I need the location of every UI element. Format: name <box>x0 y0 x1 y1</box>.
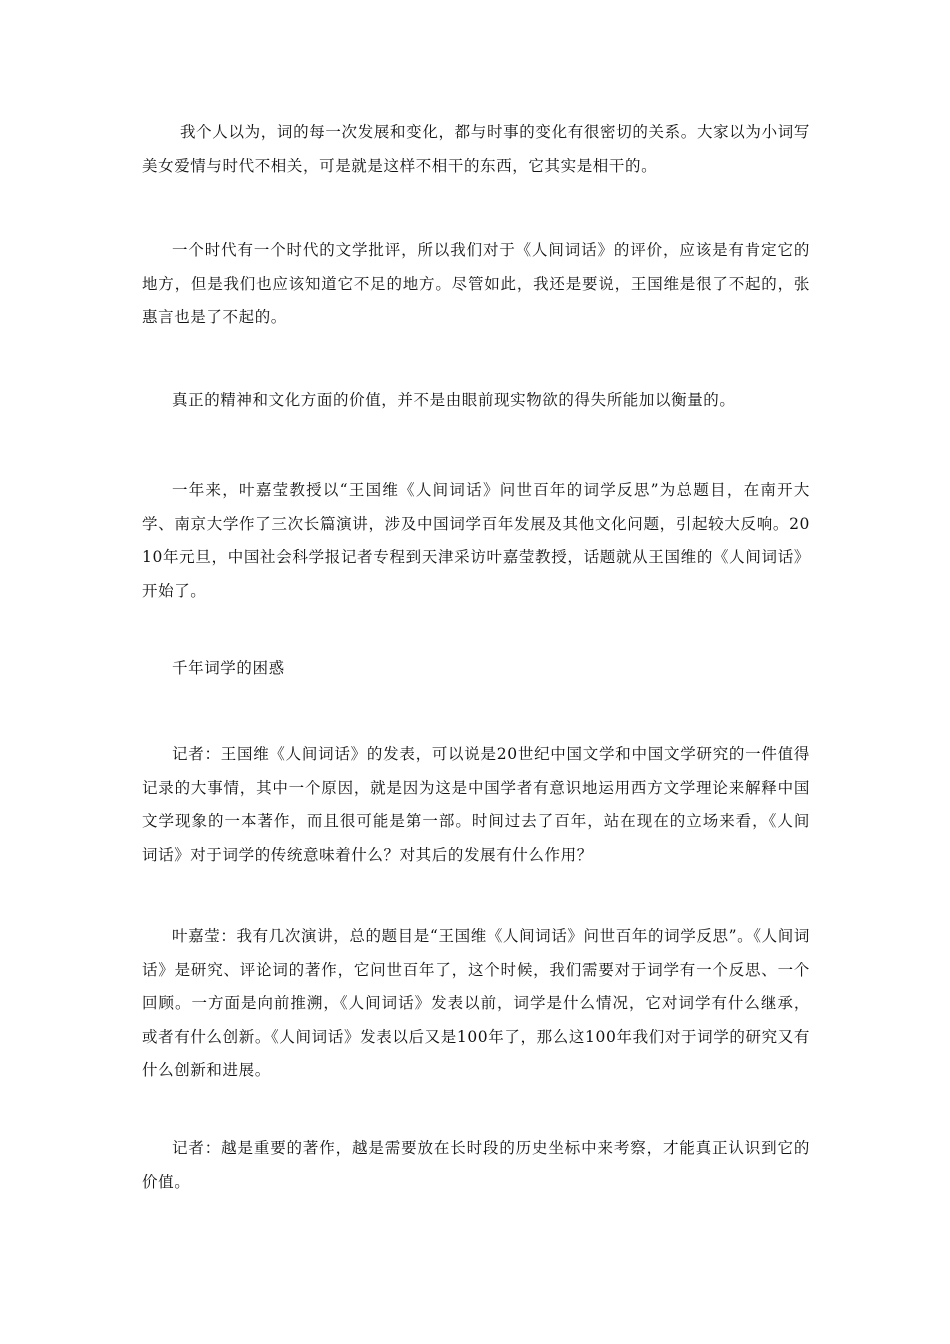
section-heading: 千年词学的困惑 <box>172 659 285 677</box>
paragraph-1: 我个人以为，词的每一次发展和变化，都与时事的变化有很密切的关系。大家以为小词写美女爱情与时代不相关，可是就是这样不相干的东西，它其实是相干的。 <box>142 123 810 175</box>
paragraph-5: 记者：王国维《人间词话》的发表，可以说是20世纪中国文学和中国文学研究的一件值得记录的大事情，其中一个原因，就是因为这是中国学者有意识地运用西方文学理论来解释中国文学现象的一本著作，而且很可能是第一部。时间过去了百年，站在现在的立场来看，《人间词话》对于词学的传统意味着什么？对其后的发展有什么作用？ <box>142 745 810 864</box>
paragraph-7: 记者：越是重要的著作，越是需要放在长时段的历史坐标中来考察，才能真正认识到它的价值。 <box>142 1139 810 1191</box>
paragraph-4: 一年来，叶嘉莹教授以“王国维《人间词话》问世百年的词学反思”为总题目，在南开大学、南京大学作了三次长篇演讲，涉及中国词学百年发展及其他文化问题，引起较大反响。2010年元旦，中国社会科学报记者专程到天津采访叶嘉莹教授，话题就从王国维的《人间词话》开始了。 <box>142 481 810 600</box>
paragraph-6: 叶嘉莹：我有几次演讲，总的题目是“王国维《人间词话》问世百年的词学反思”。《人间词话》是研究、评论词的著作，它问世百年了，这个时候，我们需要对于词学有一个反思、一个回顾。一方面是向前推溯，《人间词话》发表以前，词学是什么情况，它对词学有什么继承，或者有什么创新。《人间词话》发表以后又是100年了，那么这100年我们对于词学的研究又有什么创新和进展。 <box>142 927 810 1079</box>
paragraph-2: 一个时代有一个时代的文学批评，所以我们对于《人间词话》的评价，应该是有肯定它的地方，但是我们也应该知道它不足的地方。尽管如此，我还是要说，王国维是很了不起的，张惠言也是了不起的。 <box>142 241 810 326</box>
paragraph-3: 真正的精神和文化方面的价值，并不是由眼前现实物欲的得失所能加以衡量的。 <box>172 391 736 409</box>
